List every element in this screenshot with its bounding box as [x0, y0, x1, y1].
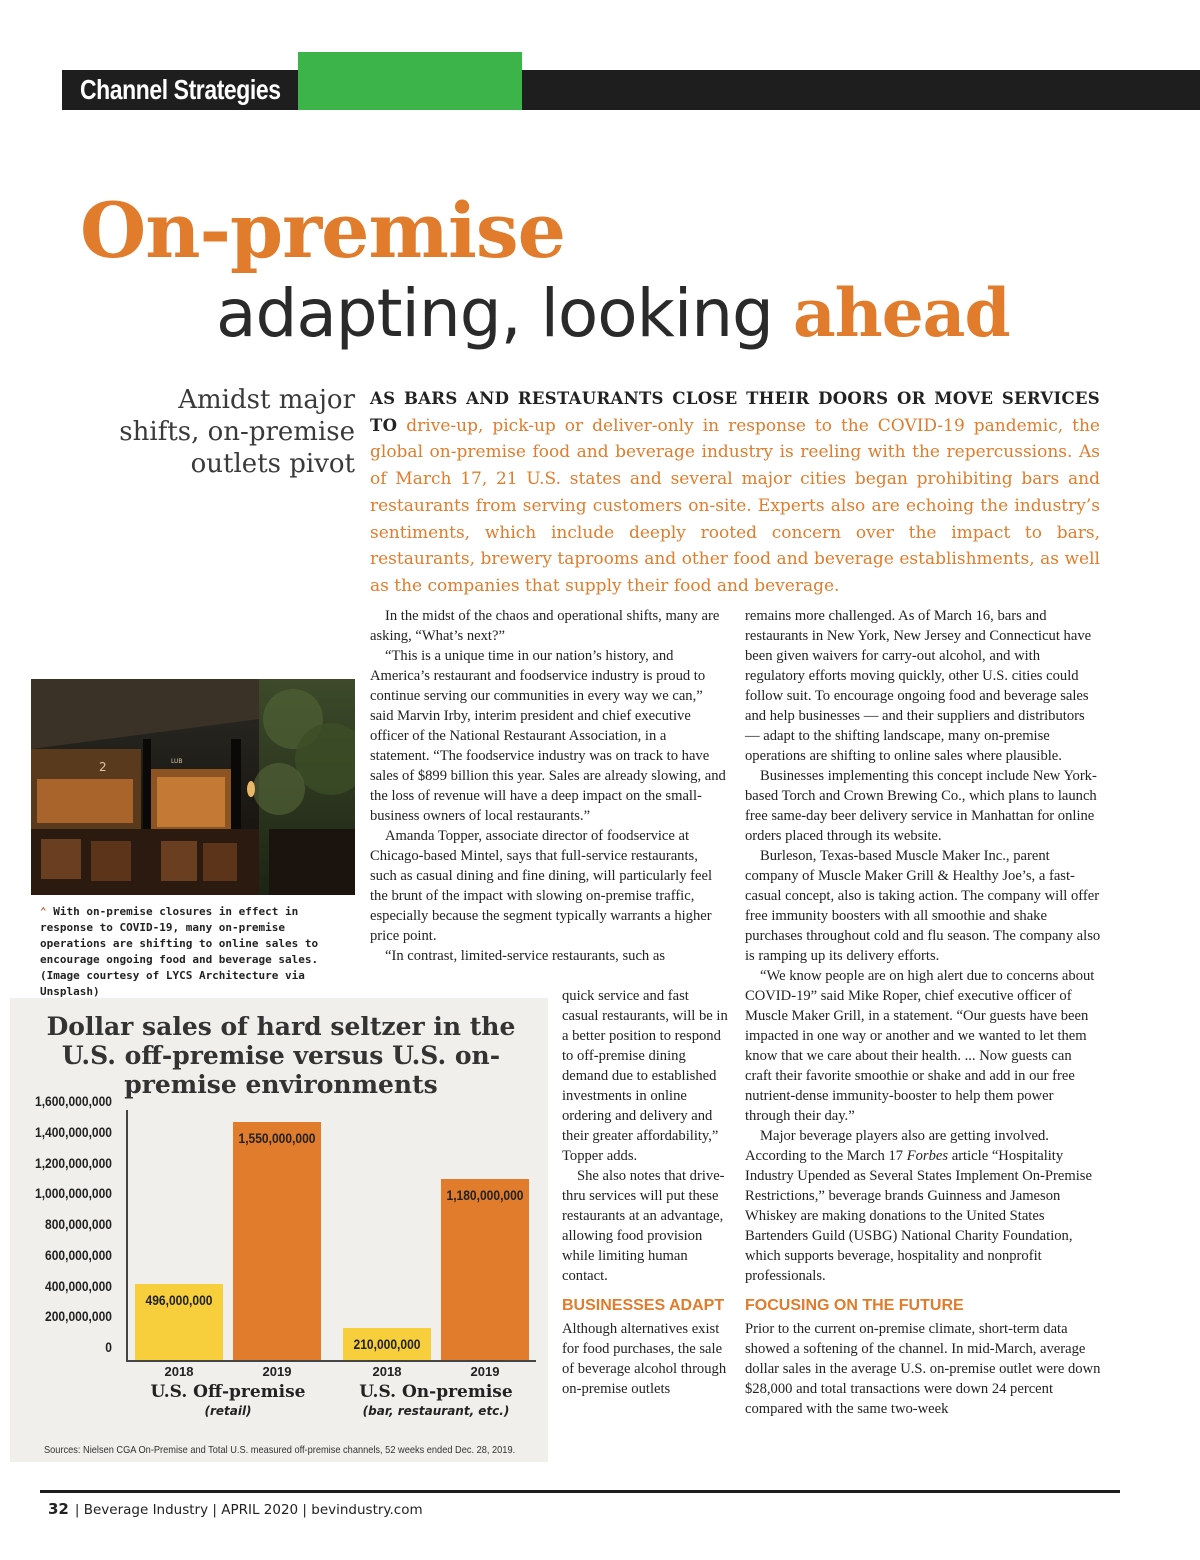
chart-bar: [233, 1122, 321, 1360]
body-paragraph: In the midst of the chaos and operational shifts, many are asking, “What’s next?”: [370, 608, 720, 644]
x-axis-line: [126, 1360, 536, 1362]
deck-text: drive-up, pick-up or deliver-only in response to the COVID-19 pandemic, the global on-premise food and beverage industry is reeling with the repercussions. As of March 17, 21 U.S. states and several major cities began prohibiting bars and restaurants from serving customers on-site. Experts also are echoing the industry’s sentiments, which include deeply rooted concern over the impact to bars, restaurants, brewery taprooms and other food and beverage establishments, as well as the companies that supply their food and beverage.: [370, 415, 1100, 596]
caption-arrow-icon: ⌃: [40, 905, 47, 918]
deck-lead: AS BARS AND RESTAURANTS CLOSE THEIR DOORS OR MOVE SERVICES TO: [370, 389, 1100, 435]
body-column-1-narrow: [562, 986, 728, 1399]
headline-line2-accent: ahead: [792, 274, 1010, 352]
bar-value-label: 210,000,000: [353, 1335, 421, 1352]
subhead: Amidst major shifts, on-premise outlets pivot: [119, 385, 355, 479]
footer-rule: [40, 1490, 1120, 1493]
section-heading-businesses-adapt: BUSINESSES ADAPT: [562, 1297, 725, 1314]
group-sublabel: (retail): [204, 1404, 252, 1418]
caption-text: With on-premise closures in effect in response to COVID-19, many on-premise operations are shifting to online sales to encourage ongoing food and beverage sales. (Image courtesy of LYCS Architecture via Unsplash): [40, 905, 319, 998]
body-column-2: [745, 606, 1101, 1419]
section-label: Channel Strategies: [80, 74, 281, 105]
chart-bar: [441, 1179, 529, 1360]
group-label: U.S. Off-premise: [150, 1382, 306, 1402]
bar-value-label: 1,180,000,000: [446, 1186, 524, 1203]
group-label: U.S. On-premise: [359, 1382, 513, 1402]
y-tick-label: 800,000,000: [45, 1216, 112, 1232]
restaurant-photo-image: [31, 679, 355, 895]
deck: [370, 386, 1100, 600]
y-axis-line: [126, 1110, 128, 1362]
bar-value-label: 496,000,000: [145, 1291, 213, 1308]
page-footer: [48, 1500, 423, 1518]
body-paragraph: Burleson, Texas-based Muscle Maker Inc., parent company of Muscle Maker Grill & Healthy Joe’s, a fast-casual concept, also is taking action. The company will offer free immunity boosters with all smoothie and shake purchases throughout cold and flu season. The company also is ramping up its delivery efforts.: [745, 848, 1101, 964]
y-tick-label: 1,600,000,000: [35, 1093, 112, 1109]
body-paragraph: “In contrast, limited-service restaurants, such as: [385, 948, 666, 964]
bar-value-label: 1,550,000,000: [238, 1129, 316, 1146]
body-column-1: [370, 606, 726, 966]
body-paragraph: “We know people are on high alert due to concerns about COVID-19” said Mike Roper, chief executive officer of Muscle Maker Grill, in a statement. “Our guests have been impacted in one way or another and we wanted to let them know that we care about their health. ... Now guests can craft their favorite smoothie or shake and add in our free nutrient-dense immunity-booster to help them power through their day.”: [745, 968, 1095, 1124]
body-paragraph: quick service and fast casual restaurants, will be in a better position to respond to off-premise dining demand due to established investments in online ordering and delivery and their greater affordability,” Topper adds.: [562, 988, 728, 1164]
body-paragraph: Amanda Topper, associate director of foodservice at Chicago-based Mintel, says that full-service restaurants, such as casual dining and fine dining, will particularly feel the brunt of the impact with slowing on-premise traffic, especially because the segment typically warrants a higher price point.: [370, 828, 713, 944]
section-header-accent: [298, 52, 522, 110]
body-paragraph: Although alternatives exist for food purchases, the sale of beverage alcohol through on-premise outlets: [562, 1321, 727, 1397]
photo-sign-1: 2: [99, 760, 107, 774]
photo-sign-2: LUB: [171, 758, 183, 765]
photo-caption: [40, 904, 355, 1000]
headline-line2: [216, 274, 1010, 352]
section-heading-focusing-future: FOCUSING ON THE FUTURE: [745, 1297, 964, 1314]
headline-line1: On-premise: [80, 186, 565, 275]
body-paragraph: Businesses implementing this concept include New York-based Torch and Crown Brewing Co., which plans to launch free same-day beer delivery service in Manhattan for online orders placed through its website.: [745, 768, 1097, 844]
body-paragraph: “This is a unique time in our nation’s history, and America’s restaurant and foodservice industry is proud to continue serving our communities in every way we can,” said Marvin Irby, interim president and chief executive officer of the National Restaurant Association, in a statement. “The foodservice industry was on track to have sales of $899 billion this year. Sales are already slowing, and the loss of revenue will have a deep impact on the small-business owners of local restaurants.”: [370, 648, 726, 824]
publication-name: Forbes: [906, 1148, 949, 1164]
x-tick-label: 2019: [470, 1364, 500, 1379]
headline-line2-plain: adapting, looking: [216, 275, 793, 352]
footer-text: | Beverage Industry | APRIL 2020 | bevindustry.com: [74, 1502, 423, 1518]
body-paragraph: [745, 1126, 1101, 1286]
body-paragraph: remains more challenged. As of March 16, bars and restaurants in New York, New Jersey and Connecticut have been given waivers for carry-out alcohol, and with regulatory efforts moving quickly, other U.S. cities could follow suit. To encourage ongoing food and beverage sales and help businesses — and their suppliers and distributors — adapt to the shifting landscape, many on-premise operations are shifting to online sales where plausible.: [745, 608, 1092, 764]
x-tick-label: 2018: [164, 1364, 194, 1379]
chart-title: Dollar sales of hard seltzer in the U.S. off-premise versus U.S. on-premise environments: [46, 1012, 516, 1099]
chart-source: Sources: Nielsen CGA On-Premise and Total U.S. measured off-premise channels, 52 weeks ended Dec. 28, 2019.: [44, 1444, 516, 1456]
restaurant-photo: [31, 679, 355, 895]
y-tick-label: 0: [105, 1339, 112, 1355]
y-tick-label: 1,000,000,000: [35, 1185, 112, 1202]
body-text: article “Hospitality Industry Upended as Several States Implement On-Premise Restrictions,” beverage brands Guinness and Jameson Whiskey are making donations to the United States Bartenders Guild (USBG) National Charity Foundation, which supports beverage, hospitality and nonprofit professionals.: [745, 1148, 1092, 1284]
x-tick-label: 2018: [372, 1364, 402, 1379]
y-tick-label: 1,400,000,000: [35, 1123, 112, 1140]
y-tick-label: 600,000,000: [45, 1246, 112, 1263]
body-paragraph: She also notes that drive-thru services will put these restaurants at an advantage, allowing food provision while limiting human contact.: [562, 1168, 725, 1284]
y-tick-label: 1,200,000,000: [35, 1154, 112, 1171]
page-number: 32: [48, 1500, 69, 1518]
y-tick-label: 200,000,000: [45, 1308, 112, 1325]
body-text: Major beverage players also are getting involved. According to the March 17: [745, 1128, 1049, 1164]
body-paragraph: Prior to the current on-premise climate, short-term data showed a softening of the channel. In mid-March, average dollar sales in the average U.S. on-premise outlet were down $28,000 and total transactions were down 24 percent compared with the same two-week: [745, 1321, 1101, 1417]
x-tick-label: 2019: [262, 1364, 292, 1379]
y-tick-label: 400,000,000: [45, 1277, 112, 1294]
group-sublabel: (bar, restaurant, etc.): [362, 1404, 510, 1418]
